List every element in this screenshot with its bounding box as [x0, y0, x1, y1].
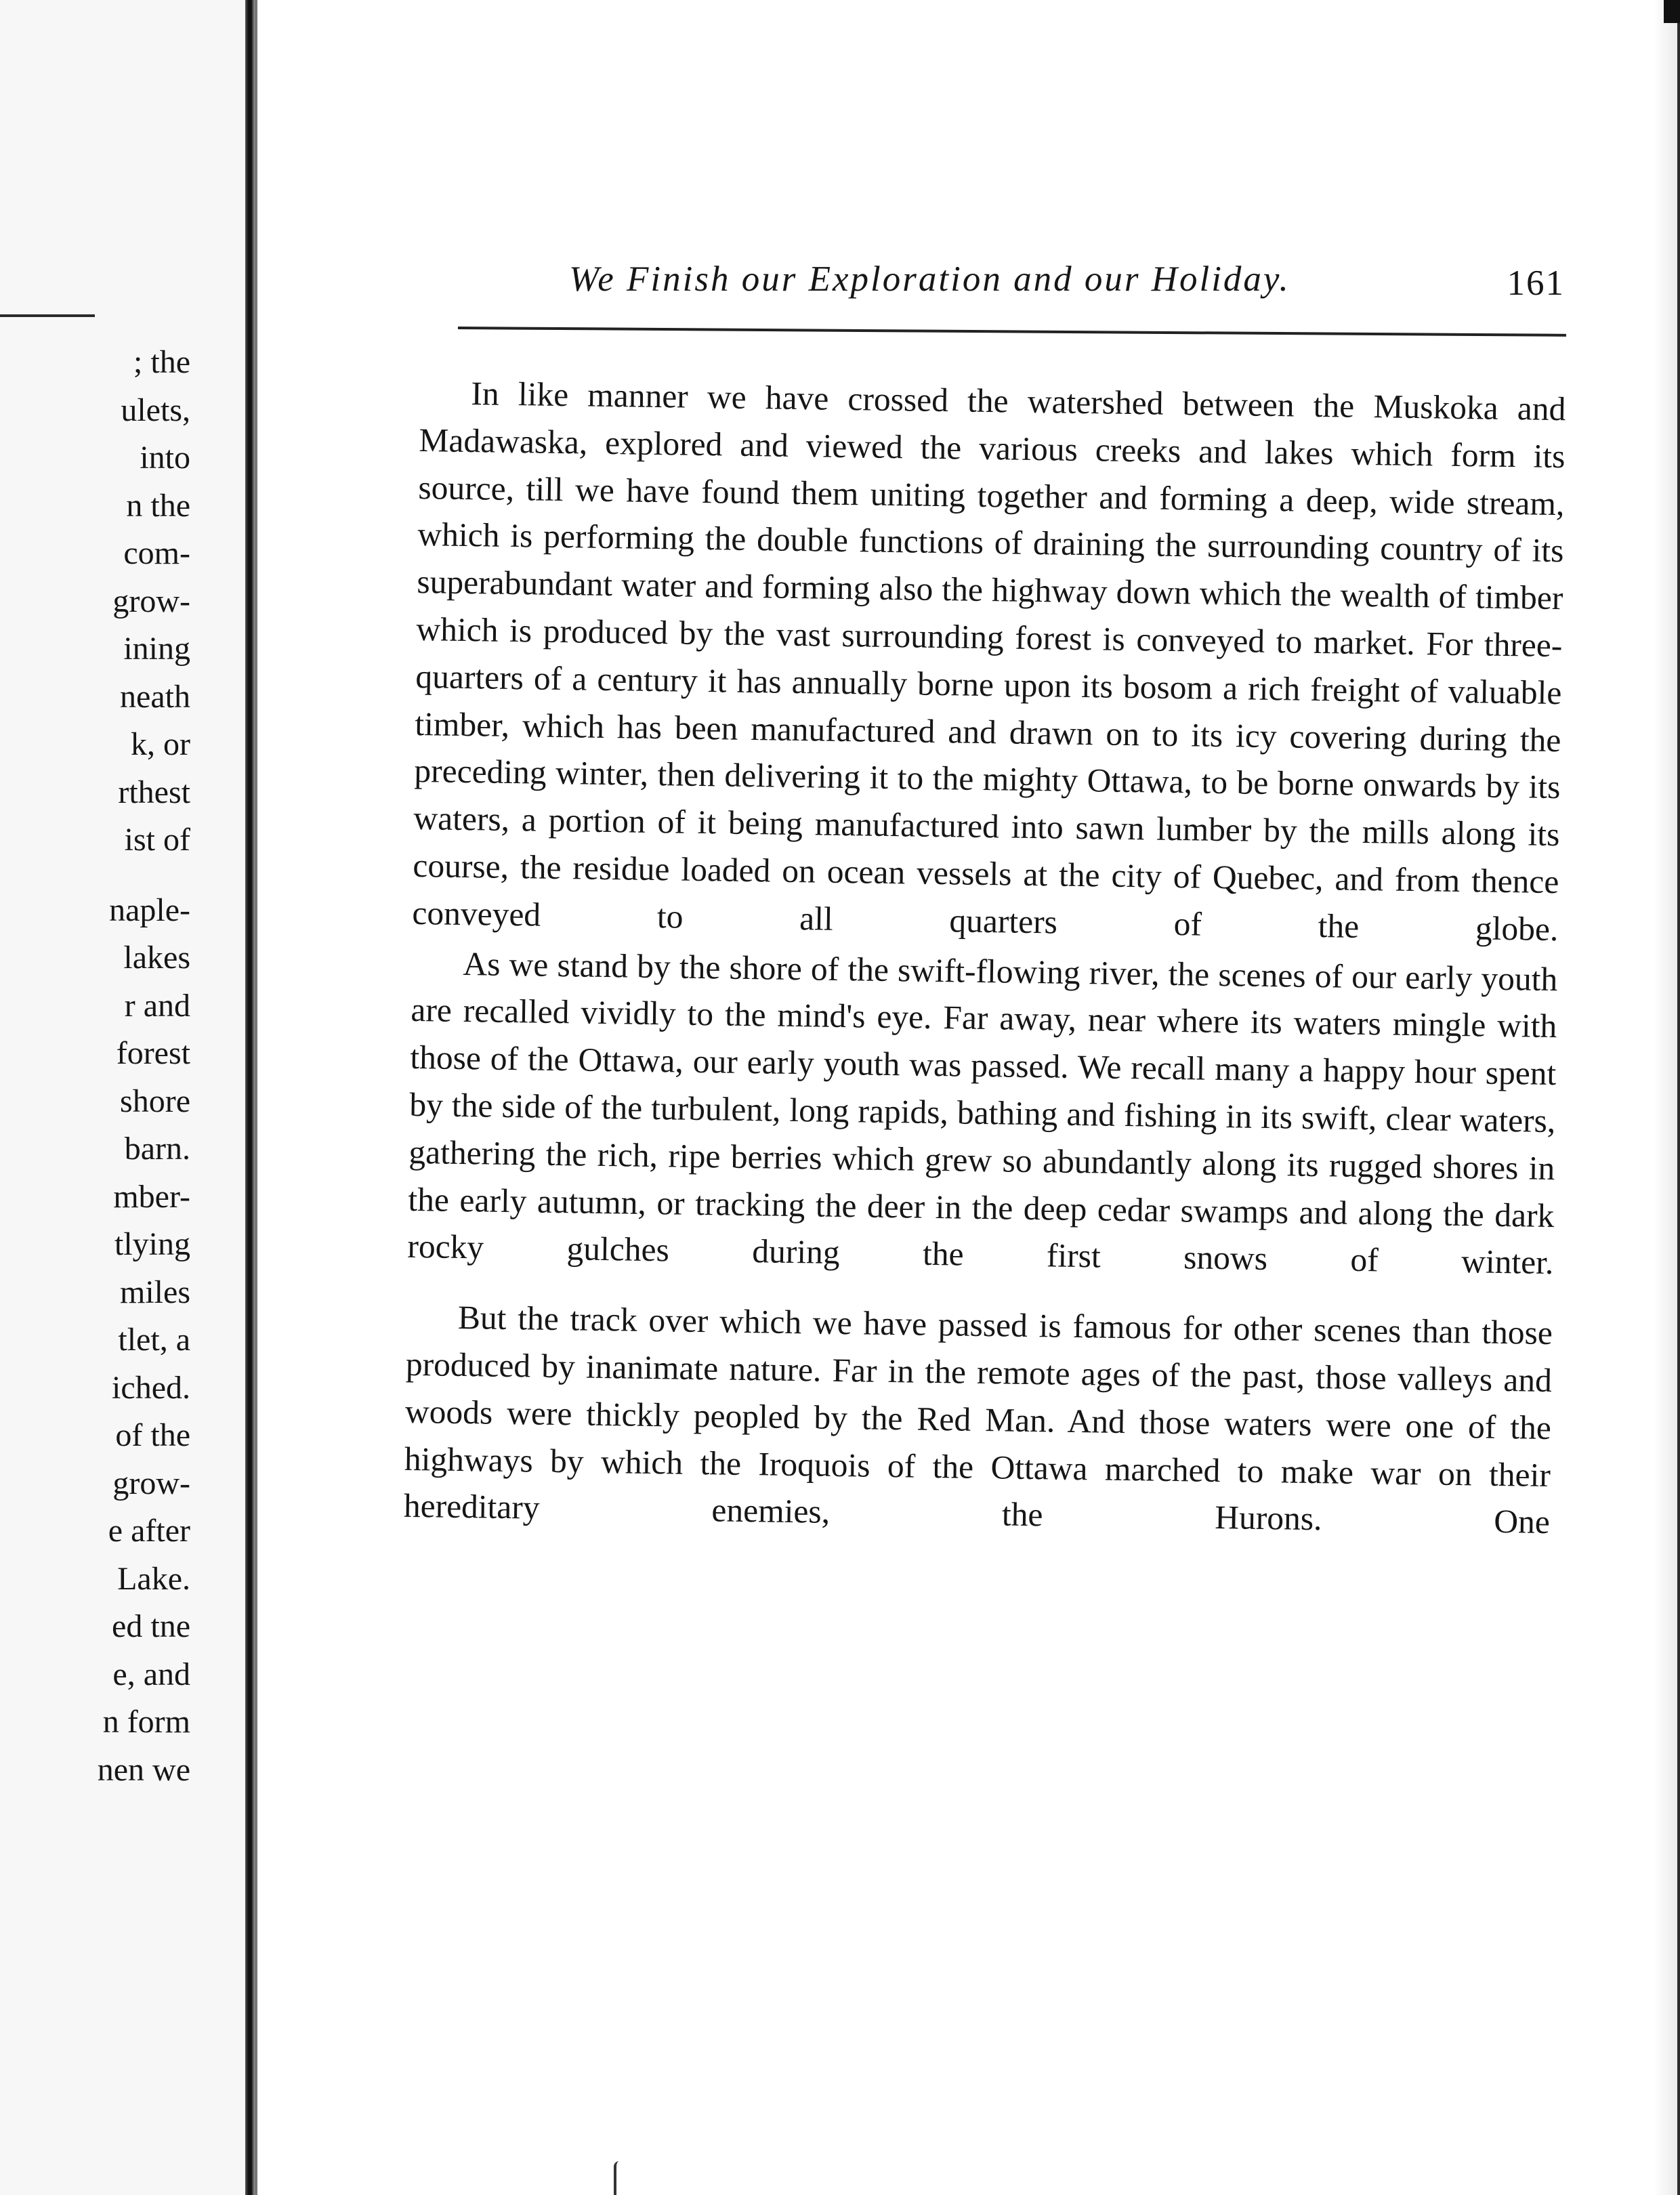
left-line: nen we	[97, 1751, 190, 1788]
left-line: r and	[124, 987, 190, 1024]
left-line: com-	[123, 535, 190, 571]
stray-scan-mark	[614, 2161, 621, 2195]
paragraph-1: In like manner we have crossed the watershed between the Muskoka and Madawaska, explored and viewed the various creeks and lakes which form its source, till we have found them uniting together and forming a deep, wide stream, which is performing the double functions of draining the surrounding country of its superabundant water and forming also the highway down which the wealth of timber which is produced by the vast surrounding forest is conveyed to market. For three-quarters of a century it has annually borne upon its bosom a rich freight of valuable timber, which has been manufactured and drawn on to its icy covering during the preceding winter, then delivering it to the mighty Ottawa, to be borne onwards by its waters, a portion of it being manufactured into sawn lumber by the mills along its course, the residue loaded on ocean vessels at the city of Quebec, and from thence conveyed to all quarters of the globe.	[412, 375, 1566, 948]
left-page-rule	[0, 314, 95, 317]
page-number: 161	[1507, 264, 1565, 303]
left-line: forest	[116, 1035, 190, 1071]
running-head	[569, 259, 1565, 306]
left-line: lakes	[123, 940, 190, 976]
left-line: tlying	[114, 1226, 190, 1262]
left-line: miles	[120, 1274, 190, 1310]
left-line: n the	[126, 487, 190, 524]
right-page-edge	[1677, 0, 1680, 2195]
left-line: Lake.	[117, 1560, 190, 1597]
left-line: ; the	[133, 344, 190, 380]
page-edge-shadow	[1653, 0, 1677, 2195]
left-line: ulets,	[121, 392, 190, 428]
right-page	[257, 0, 1680, 2195]
left-line: naple-	[109, 892, 190, 928]
left-line: iched.	[112, 1369, 190, 1406]
scan-corner-mark	[1664, 0, 1680, 23]
left-line: tlet, a	[118, 1322, 190, 1358]
paragraph-2: As we stand by the shore of the swift-flowing river, the scenes of our early youth are recalled vividly to the mind's eye. Far away, near where its waters mingle with those of the Ottawa, our early youth was passed. We recall many a happy hour spent by the side of the turbulent, long rapids, bathing and fishing in its swift, clear waters, gathering the rich, ripe berries which grew so abundantly along its rugged shores in the early autumn, or tracking the deer in the deep cedar swamps and along the dark rocky gulches during the first snows of winter.	[407, 944, 1558, 1282]
left-line: neath	[120, 678, 190, 715]
left-line: ist of	[124, 822, 190, 858]
left-line: ed tne	[112, 1608, 190, 1644]
left-line: barn.	[124, 1131, 190, 1167]
paragraph-3: But the track over which we have passed is famous for other scenes than those produced by inanimate nature. Far in the remote ages of the past, those valleys and woods were thickly peopled by the Red Man. And those waters were one of the highways by which the Iroquois of the Ottawa marched to make war on their hereditary enemies, the Hurons. One	[403, 1299, 1553, 1541]
left-line: ining	[123, 631, 190, 667]
left-facing-page	[0, 0, 247, 2195]
running-head-title: We Finish our Exploration and our Holiday.	[569, 259, 1290, 299]
body-text	[403, 369, 1566, 1546]
left-line: e, and	[112, 1656, 190, 1692]
left-line: into	[140, 440, 190, 476]
left-line: grow-	[112, 1465, 190, 1501]
left-line: shore	[120, 1083, 190, 1119]
header-rule	[458, 327, 1566, 337]
left-line: grow-	[112, 583, 190, 619]
left-line: e after	[108, 1513, 190, 1549]
left-line: n form	[102, 1704, 190, 1740]
left-line: mber-	[113, 1178, 190, 1215]
left-line: of the	[115, 1417, 190, 1453]
book-gutter	[245, 0, 255, 2195]
left-line: k, or	[131, 726, 190, 762]
left-page-text-fragments	[98, 339, 190, 1794]
left-line: rthest	[118, 774, 190, 810]
